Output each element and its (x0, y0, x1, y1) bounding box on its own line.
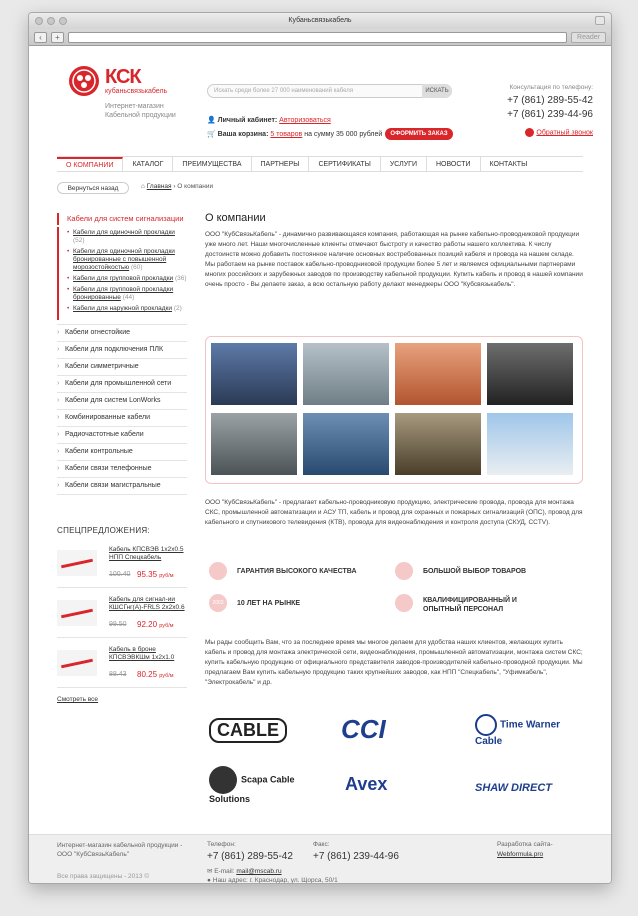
title-bar (29, 13, 611, 29)
special-new-price (137, 570, 174, 579)
back-button[interactable]: Вернуться назад (57, 182, 129, 194)
sidebar-sub-item[interactable] (73, 229, 187, 245)
time-warner-icon (475, 714, 497, 736)
price-unit: руб/м (159, 623, 174, 629)
sidebar-sub-item[interactable] (73, 305, 187, 313)
price-unit: руб/м (159, 673, 174, 679)
sub-item-count: (36) (175, 275, 187, 282)
gallery-photo[interactable] (303, 343, 389, 405)
header-phone-1: +7 (861) 289-55-42 (507, 95, 593, 106)
special-old-price: 99.50 (109, 621, 127, 628)
window-controls (35, 17, 67, 25)
main-nav (57, 156, 583, 172)
gallery-photo[interactable] (395, 413, 481, 475)
cable-image[interactable] (57, 550, 97, 576)
products-paragraph: ООО "КубСвязьКабель" - предлагает кабельно-проводниковую продукцию, электрические провода, провода для монтажа СКС, промышленной автоматизации и АСУ ТП, кабель и провод для охранных и пожарных сигнализаций (ОПС), провод для кабельного и спутникового телевидения (КТВ), провода для видеонаблюдения и контроля доступа (СКУД, ССTV). (205, 499, 583, 526)
brand-scapa-logo[interactable] (209, 766, 329, 805)
brand-scapa-text: Scapa Cable Solutions (209, 774, 295, 804)
add-tab-icon[interactable]: + (51, 32, 64, 43)
gallery-photo[interactable] (487, 413, 573, 475)
footer-email-line (207, 867, 282, 875)
close-window-icon[interactable] (35, 17, 43, 25)
shop-label: Интернет-магазин Кабельной продукции (105, 103, 176, 119)
gallery-photo[interactable] (211, 343, 297, 405)
footer-fax: +7 (861) 239-44-96 (313, 851, 399, 862)
breadcrumb (141, 183, 213, 190)
brand-avex-logo[interactable]: Avex (345, 774, 388, 794)
nav-services[interactable]: УСЛУГИ (381, 157, 427, 171)
sub-item-count: (52) (73, 237, 85, 244)
catalog-icon (395, 562, 413, 580)
logo-icon[interactable] (69, 66, 99, 96)
header-phone-2: +7 (861) 239-44-96 (507, 109, 593, 120)
home-icon: ⌂ (141, 183, 145, 190)
footer-email-link[interactable]: mail@mscab.ru (236, 868, 282, 875)
user-icon: 👤 (207, 117, 216, 124)
breadcrumb-separator: › (173, 183, 176, 190)
sub-item-label[interactable]: Кабели для групповой прокладки (73, 275, 174, 282)
brand-shaw-logo[interactable]: SHAW DIRECT (475, 782, 552, 794)
nav-news[interactable]: НОВОСТИ (427, 157, 481, 171)
footer-phone: +7 (861) 289-55-42 (207, 851, 293, 862)
footer-address-label: Наш адрес: (212, 877, 248, 884)
footer-dev-label: Разработка сайта- (497, 841, 553, 848)
breadcrumb-home[interactable]: Главная (146, 183, 172, 190)
sub-item-label[interactable]: Кабели для одиночной прокладки бронированные с повышенной морозостойкостью (73, 248, 175, 271)
breadcrumb-current: О компании (177, 183, 214, 190)
cart-sum: на сумму 35 000 рублей (304, 131, 383, 138)
sub-item-label[interactable]: Кабели для наружной прокладки (73, 305, 172, 312)
price-unit: руб/м (159, 573, 174, 579)
footer-address: г. Краснодар, ул. Щорса, 50/1 (249, 877, 338, 884)
cabinet-line (207, 116, 331, 124)
special-old-price: 100.40 (109, 571, 131, 578)
sub-item-label[interactable]: Кабели для одиночной прокладки (73, 229, 175, 236)
gallery-photo[interactable] (303, 413, 389, 475)
address-bar[interactable] (68, 32, 567, 43)
search-input[interactable]: Искать среди более 27 000 наименований кабеля (207, 84, 452, 98)
footer-fax-label: Факс: (313, 841, 330, 848)
back-icon[interactable]: ‹ (34, 32, 47, 43)
sidebar-sub-list (57, 227, 187, 320)
nav-catalog[interactable]: КАТАЛОГ (123, 157, 173, 171)
year-badge-icon: 2003 (209, 594, 227, 612)
order-button[interactable]: ОФОРМИТЬ ЗАКАЗ (385, 128, 453, 140)
callback-link[interactable] (525, 128, 593, 137)
sidebar-item[interactable]: › Кабели для систем LonWorks (57, 393, 187, 410)
special-offer[interactable] (57, 594, 187, 638)
zoom-window-icon[interactable] (59, 17, 67, 25)
sub-item-count: (60) (131, 264, 143, 271)
price-value: 80.25 (137, 670, 158, 679)
footer-email-label: E-mail: (214, 868, 235, 875)
fullscreen-icon[interactable] (595, 16, 605, 25)
quality-icon (209, 562, 227, 580)
location-icon: ● (207, 877, 211, 884)
nav-about[interactable]: О КОМПАНИИ (57, 157, 123, 171)
footer-rights: Все права защищены - 2013 © (57, 873, 150, 880)
special-new-price (137, 620, 174, 629)
scapa-icon (209, 766, 237, 794)
partners-paragraph: Мы рады сообщить Вам, что за последнее время мы многое делаем для удобства наших клиентов, желающих купить кабель и провод для монтажа электрической сети, видеонаблюдения, промышленной автоматизации, монтажа систем СКС; купить кабельную продукцию от официального представителя заводов-производителей кабельно-проводной продукции. Мы предлагаем Вам купить кабельную продукцию таких крупнейших заводов, как НПП "Спецкабель", "Уфимкабель", "Электрокабель" и др. (205, 639, 583, 686)
special-offer[interactable] (57, 544, 187, 588)
logo-subtitle: кубаньсвязькабель (105, 88, 168, 95)
feature-years: 10 ЛЕТ НА РЫНКЕ (237, 600, 301, 607)
page (29, 46, 611, 884)
cart-items-link[interactable]: 5 товаров (270, 131, 303, 138)
nav-advantages[interactable]: ПРЕИМУЩЕСТВА (173, 157, 251, 171)
cable-image[interactable] (57, 650, 97, 676)
special-old-price: 88.43 (109, 671, 127, 678)
window-title: Кубаньсвязькабель (288, 17, 352, 24)
nav-certificates[interactable]: СЕРТИФИКАТЫ (309, 157, 380, 171)
feature-staff: КВАЛИФИЦИРОВАННЫЙ И ОПЫТНЫЙ ПЕРСОНАЛ (423, 597, 517, 613)
sidebar-item[interactable]: › Кабели огнестойкие (57, 325, 187, 342)
feature-selection: БОЛЬШОЙ ВЫБОР ТОВАРОВ (423, 568, 527, 575)
special-new-price (137, 670, 174, 679)
special-offer[interactable] (57, 644, 187, 688)
footer (29, 834, 612, 884)
sidebar-sub-item[interactable] (73, 248, 187, 272)
gallery-photo[interactable] (211, 413, 297, 475)
cart-line (207, 130, 382, 138)
price-value: 95.35 (137, 570, 158, 579)
cart-icon: 🛒 (207, 131, 216, 138)
cart-label: Ваша корзина: (217, 131, 269, 138)
search-button[interactable]: ИСКАТЬ (422, 84, 452, 98)
cable-image[interactable] (57, 600, 97, 626)
specials-title: СПЕЦПРЕДЛОЖЕНИЯ: (57, 526, 150, 535)
sidebar-item[interactable]: › Кабели связи магистральные (57, 478, 187, 495)
email-icon: ✉ (207, 868, 213, 875)
brand-cci-logo[interactable]: CCI (341, 714, 386, 744)
sub-item-count: (2) (173, 305, 182, 312)
feature-quality: ГАРАНТИЯ ВЫСОКОГО КАЧЕСТВА (237, 568, 357, 575)
intro-paragraph: ООО "КубСвязьКабель" - динамично развивающаяся компания, работающая на рынке кабельно-проводниковой продукции уже много лет. Наши многочисленные клиенты отмечают быстроту и качество работы нашего коллектива. К числу достоинств можно добавить постоянное наличие основных востребованных позиций кабеля и провода на нашем складе. Мы работаем на рынке поставок кабельно-проводниковой продукции более 5 лет и являемся официальными партнерами многих российских и зарубежных заводов по производству кабельной продукции. Купить кабель и провод в нашей компании очень просто - Вы делаете заказ, а всю остальную работу делают менеджеры ООО "Кубсвязькабель". (205, 231, 583, 288)
special-name[interactable]: Кабель в броне КПСВЭВКШм 1х2х1.0 (109, 646, 175, 661)
special-name[interactable]: Кабель для сигнал-ии КШСГнг(А)-FRLS 2х2х0.6 (109, 596, 185, 611)
sidebar (57, 213, 187, 495)
sidebar-item[interactable]: › Комбинированные кабели (57, 410, 187, 427)
sub-item-label[interactable]: Кабели для групповой прокладки бронированные (73, 286, 174, 301)
sidebar-item[interactable]: › Кабели для подключения ПЛК (57, 342, 187, 359)
consult-label: Консультация по телефону: (509, 84, 593, 91)
gallery-photo[interactable] (487, 343, 573, 405)
footer-about: Интернет-магазин кабельной продукции - ООО "КубСвязьКабель" (57, 842, 183, 858)
cabinet-label: Личный кабинет: (217, 117, 278, 124)
brand-time-warner-text: Time Warner Cable (475, 719, 561, 747)
footer-phone-label: Телефон: (207, 841, 236, 848)
sidebar-list (57, 324, 187, 495)
staff-icon (395, 594, 413, 612)
logo-text[interactable]: КСК (105, 66, 141, 88)
sidebar-item[interactable]: › Кабели контрольные (57, 444, 187, 461)
page-title: О компании (205, 212, 266, 224)
special-name[interactable]: Кабель КПСВЭВ 1х2х0.5 НПП Спецкабель (109, 546, 184, 561)
sidebar-sub-item[interactable] (73, 286, 187, 302)
brand-time-warner-logo[interactable] (475, 714, 565, 747)
footer-address-line (207, 877, 338, 884)
sidebar-active-category[interactable]: Кабели для систем сигнализации (57, 213, 187, 225)
nav-contacts[interactable]: КОНТАКТЫ (489, 161, 528, 168)
phone-icon (525, 128, 534, 137)
reader-button[interactable]: Reader (571, 32, 606, 43)
gallery-photo[interactable] (395, 343, 481, 405)
see-all-link[interactable]: Смотреть все (57, 696, 99, 703)
sidebar-item[interactable]: › Радиочастотные кабели (57, 427, 187, 444)
footer-dev-link[interactable]: Webformula.pro (497, 851, 544, 858)
sidebar-item[interactable]: › Кабели симметричные (57, 359, 187, 376)
sidebar-item[interactable]: › Кабели связи телефонные (57, 461, 187, 478)
sidebar-item[interactable]: › Кабели для промышленной сети (57, 376, 187, 393)
nav-partners[interactable]: ПАРТНЕРЫ (252, 157, 310, 171)
photo-gallery (205, 336, 583, 484)
browser-toolbar (29, 29, 611, 46)
minimize-window-icon[interactable] (47, 17, 55, 25)
price-value: 92.20 (137, 620, 158, 629)
sidebar-sub-item[interactable] (73, 275, 187, 283)
callback-label[interactable]: Обратный звонок (536, 129, 593, 137)
login-link[interactable]: Авторизоваться (279, 117, 331, 124)
sub-item-count: (44) (122, 294, 135, 301)
brand-cable-logo[interactable]: CABLE (209, 718, 287, 743)
browser-window (28, 12, 612, 884)
